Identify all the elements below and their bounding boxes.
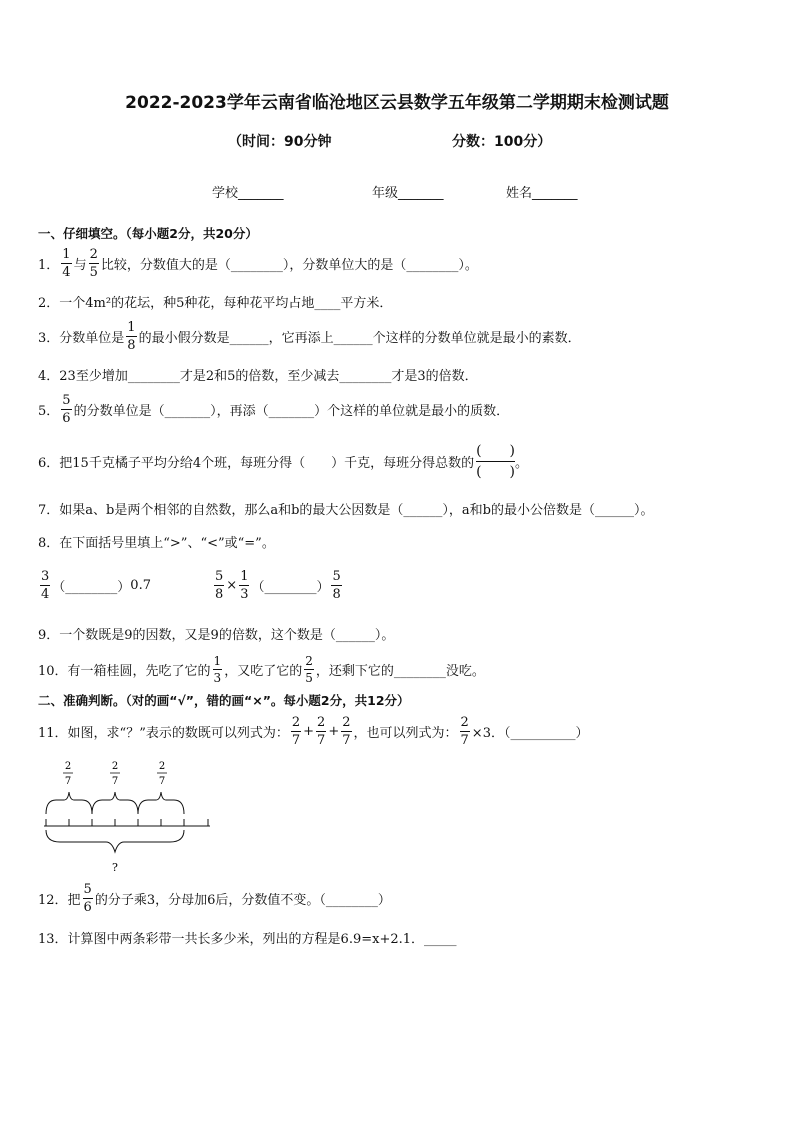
question-text: ×3．（__________）	[471, 725, 589, 741]
question-text: 12．把	[38, 892, 81, 908]
grade-field[interactable]: 年级_______	[372, 186, 444, 201]
diagram-label-numerator: 2	[158, 761, 166, 772]
denominator: 6	[83, 899, 92, 915]
numerator: 5	[62, 392, 71, 408]
total-score: 分数：100分）	[452, 134, 552, 150]
bottom-brace	[46, 830, 184, 852]
value: 0.7	[130, 577, 151, 593]
numerator: 5	[215, 568, 224, 584]
fraction	[341, 716, 351, 747]
question-12	[38, 880, 391, 916]
times-sign: ×	[226, 577, 238, 593]
denominator: 8	[127, 337, 136, 353]
numerator: 2	[460, 714, 469, 730]
denominator: 4	[41, 586, 50, 602]
text: 与	[73, 257, 87, 273]
numerator: 2	[89, 246, 98, 262]
school-field[interactable]: 学校_______	[212, 186, 284, 201]
question-8: 8．在下面括号里填上“>”、“<”或“=”。	[38, 536, 275, 551]
fraction	[40, 570, 50, 601]
question-text: 比较，分数值大的是（________），分数单位大的是（________）。	[100, 257, 478, 273]
numerator: 1	[62, 246, 71, 262]
fraction	[331, 570, 341, 601]
question-text: 6．把15千克橘子平均分给4个班，每班分得（ ）千克，每班分得总数的	[38, 455, 475, 471]
fraction	[460, 716, 470, 747]
numerator: 2	[317, 714, 326, 730]
diagram-label-denominator: 7	[111, 776, 119, 787]
fraction	[61, 394, 71, 425]
question-4: 4．23至少增加________才是2和5的倍数，至少减去________才是3的倍数．	[38, 369, 478, 384]
question-13: 13．计算图中两条彩带一共长多少米，列出的方程是6.9=x+2.1．_____	[38, 932, 457, 947]
question-text: ，还剩下它的________没吃。	[315, 663, 485, 679]
question-text: 3．分数单位是	[38, 330, 125, 346]
denominator: 3	[240, 586, 249, 602]
diagram-label-numerator: 2	[111, 761, 119, 772]
top-brace	[46, 792, 92, 814]
plus-sign: +	[303, 723, 315, 739]
question-7: 7．如果a、b是两个相邻的自然数，那么a和b的最大公因数是（______），a和b的最小公倍数是（______）。	[38, 503, 654, 518]
denominator: 7	[342, 732, 351, 748]
question-text: ，又吃了它的	[224, 663, 303, 679]
question-number: 1．	[38, 257, 60, 273]
numerator: 5	[332, 568, 341, 584]
question-8-right-compare	[212, 566, 344, 604]
answer-blank[interactable]: （________）	[251, 579, 330, 595]
question-number: 5．	[38, 403, 60, 419]
numerator: 2	[342, 714, 351, 730]
top-brace	[92, 792, 138, 814]
plus-sign: +	[328, 723, 340, 739]
question-9: 9．一个数既是9的因数，又是9的倍数，这个数是（______）。	[38, 628, 395, 643]
fraction	[291, 716, 301, 747]
denominator: 7	[460, 732, 469, 748]
question-text: ，也可以列式为：	[353, 725, 458, 741]
denominator: 5	[305, 670, 313, 685]
diagram-label-numerator: 2	[64, 761, 72, 772]
question-10	[38, 651, 485, 687]
fraction	[239, 570, 249, 601]
fraction	[316, 716, 326, 747]
numerator: 1	[240, 568, 249, 584]
denominator: 7	[317, 732, 326, 748]
fraction	[213, 655, 223, 684]
question-text: 的最小假分数是______，它再添上______个这样的分数单位就是最小的素数．	[138, 330, 581, 346]
denominator: 5	[89, 264, 98, 280]
numerator: 3	[41, 568, 50, 584]
numerator: 2	[291, 714, 301, 730]
fraction	[61, 248, 71, 279]
numerator: 5	[83, 881, 92, 897]
fraction	[83, 883, 93, 914]
page-title: 2022-2023学年云南省临沧地区云县数学五年级第二学期期末检测试题	[125, 93, 669, 113]
question-5	[38, 391, 509, 427]
numerator: 1	[213, 653, 222, 668]
question-text: 10．有一箱桂圆，先吃了它的	[38, 663, 211, 679]
fraction	[214, 570, 224, 601]
denominator: 4	[62, 264, 71, 280]
answer-blank[interactable]: （________）	[52, 579, 131, 595]
denominator: 6	[62, 410, 71, 426]
question-8-left-compare	[38, 566, 151, 604]
question-1	[38, 245, 478, 281]
blank-numerator[interactable]: ( )	[476, 444, 515, 462]
segment-diagram	[38, 756, 218, 880]
question-11	[38, 712, 588, 750]
blank-fraction[interactable]	[476, 444, 515, 479]
diagram-label-denominator: 7	[158, 776, 166, 787]
fraction	[89, 248, 99, 279]
numerator: 2	[305, 653, 313, 668]
diagram-question-mark: ?	[112, 861, 118, 874]
denominator: 8	[332, 586, 341, 602]
blank-denominator[interactable]: ( )	[476, 463, 516, 480]
question-3	[38, 318, 581, 354]
fraction	[304, 655, 314, 684]
question-2: 2．一个4m²的花坛，种5种花，每种花平均占地____平方米．	[38, 296, 393, 311]
time-limit: （时间：90分钟	[228, 134, 332, 150]
denominator: 8	[215, 586, 224, 602]
tick-marks	[46, 819, 208, 826]
section-2-heading: 二、准确判断。（对的画“√”，错的画“×”。每小题2分，共12分）	[38, 693, 410, 708]
section-1-heading: 一、仔细填空。（每小题2分，共20分）	[38, 226, 258, 241]
numerator: 1	[127, 319, 136, 335]
question-text: 的分数单位是（_______），再添（_______）个这样的单位就是最小的质数．	[73, 403, 510, 419]
fraction	[126, 321, 136, 352]
text: 。	[515, 455, 529, 471]
diagram-label-denominator: 7	[64, 776, 72, 787]
top-brace	[138, 792, 184, 814]
denominator: 7	[291, 732, 301, 748]
question-text: 11．如图，求“？”表示的数既可以列式为：	[38, 725, 289, 741]
question-text: 的分子乘3，分母加6后，分数值不变。（________）	[94, 892, 391, 908]
denominator: 3	[213, 670, 222, 685]
name-field[interactable]: 姓名_______	[506, 186, 578, 201]
question-6	[38, 440, 528, 482]
